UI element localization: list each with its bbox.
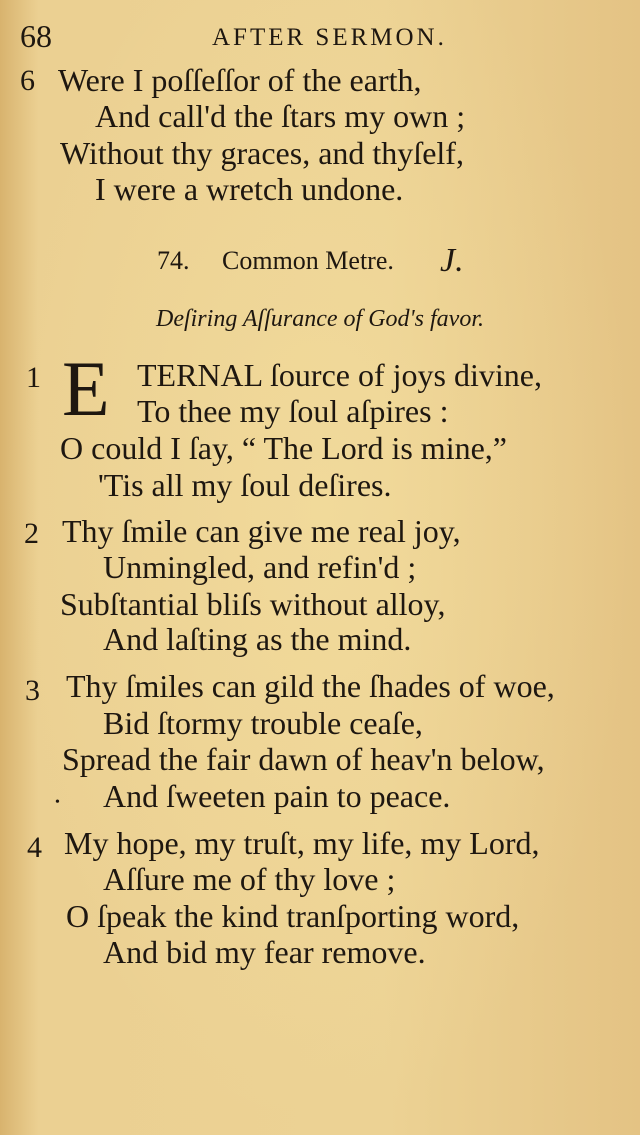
verse-line: Were I poſſeſſor of the earth,: [58, 62, 422, 98]
stanza-1: [0, 345, 640, 507]
verse-line: TERNAL ſource of joys divine,: [137, 357, 542, 393]
verse-line: Aſſure me of thy love ;: [103, 861, 396, 897]
hymn-number: 74.: [157, 246, 190, 275]
stanza-number: 4: [27, 831, 42, 864]
stanza-number: 3: [25, 674, 40, 707]
stanza-6: [0, 62, 640, 212]
stanza-number: 2: [24, 517, 39, 550]
verse-line: Thy ſmiles can gild the ſhades of woe,: [66, 668, 555, 704]
verse-line: My hope, my truſt, my life, my Lord,: [64, 825, 540, 861]
page-number: 68: [20, 18, 52, 54]
verse-line: And call'd the ſtars my own ;: [95, 98, 466, 134]
drop-cap: E: [62, 345, 110, 432]
verse-line: Without thy graces, and thyſelf,: [60, 135, 464, 171]
verse-line: Subſtantial bliſs without alloy,: [60, 586, 446, 622]
stanza-number: 6: [20, 64, 35, 97]
hymn-metre: Common Metre.: [222, 246, 394, 275]
hymn-tune-letter: J.: [440, 242, 464, 279]
stanza-4: [0, 825, 640, 975]
verse-line: O ſpeak the kind tranſporting word,: [66, 898, 520, 934]
verse-line: 'Tis all my ſoul deſires.: [98, 467, 392, 503]
verse-line: And ſweeten pain to peace.: [103, 778, 451, 814]
verse-line: Unmingled, and refin'd ;: [103, 549, 417, 585]
hymn-heading: [0, 242, 640, 282]
marginal-mark: •: [55, 795, 60, 810]
stanza-3: [0, 668, 640, 818]
verse-line: I were a wretch undone.: [95, 171, 404, 207]
verse-line: To thee my ſoul aſpires :: [137, 393, 449, 429]
stanza-2: [0, 513, 640, 663]
verse-line: Spread the fair dawn of heav'n below,: [62, 741, 545, 777]
stanza-number: 1: [26, 361, 41, 394]
verse-line: And laſting as the mind.: [103, 621, 412, 657]
running-head: AFTER SERMON.: [212, 24, 447, 51]
verse-line: O could I ſay, “ The Lord is mine,”: [60, 430, 507, 466]
page-header: [0, 0, 640, 60]
verse-line: Bid ſtormy trouble ceaſe,: [103, 705, 423, 741]
hymn-subtitle: Deſiring Aſſurance of God's favor.: [155, 306, 484, 332]
verse-line: Thy ſmile can give me real joy,: [62, 513, 461, 549]
verse-line: And bid my fear remove.: [103, 934, 426, 970]
